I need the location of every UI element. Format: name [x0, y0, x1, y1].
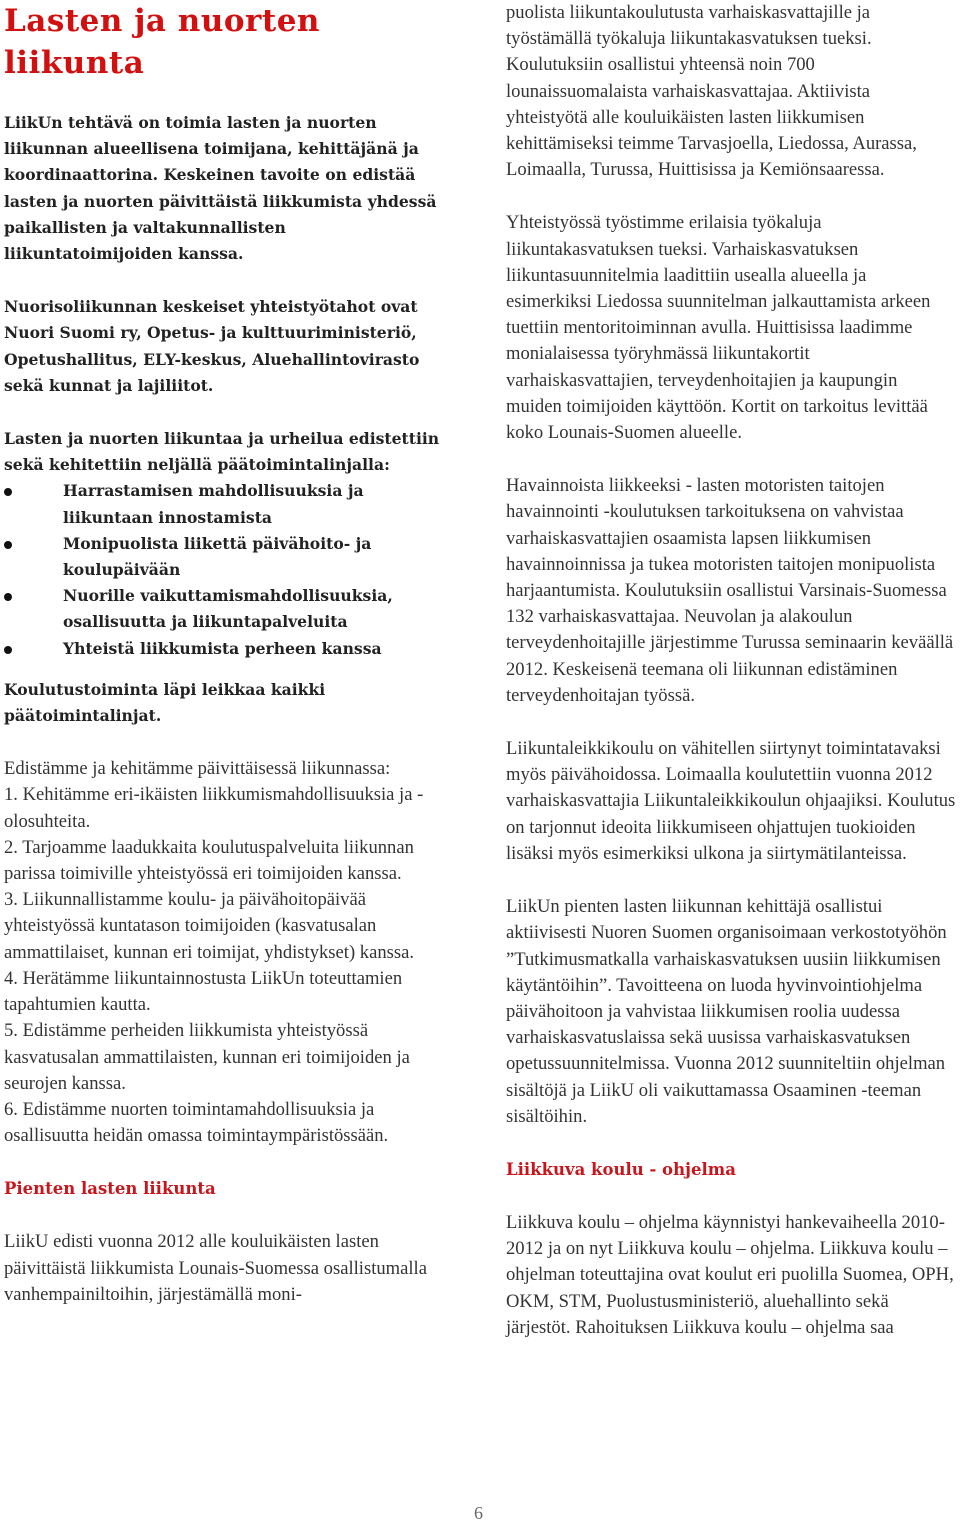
- list-item: 6. Edistämme nuorten toimintamahdollisuuksia ja osallisuutta heidän omassa toimintaympäristössään.: [4, 1098, 389, 1147]
- paragraph: Liikkuva koulu – ohjelma käynnistyi hankevaiheella 2010-2012 ja on nyt Liikkuva koulu – ohjelma. Liikkuva koulu –ohjelman toteuttajina ovat koulut eri puolilla Suomea, OPH, OKM, STM, Puolustusministeriö, aluehallinto sekä järjestöt. Rahoituksen Liikkuva koulu – ohjelma saa: [506, 1211, 954, 1338]
- list-item: Yhteistä liikkumista perheen kanssa: [4, 636, 456, 662]
- right-column: [506, 0, 956, 1341]
- list-item: Nuorille vaikuttamismahdollisuuksia, osallisuutta ja liikuntapalveluita: [4, 583, 456, 635]
- list-item: 5. Edistämme perheiden liikkumista yhteistyössä kasvatusalan ammattilaisten, kunnan eri toimijoiden ja seurojen kanssa.: [4, 1020, 410, 1094]
- paragraph: Havainnoista liikkeeksi - lasten motoristen taitojen havainnointi -koulutuksen tarkoituksena on vahvistaa varhaiskasvattajien osaamista lapsen liikkumisen havainnoinnissa ja tukea motoristen taitojen monipuolista harjaantumista. Koulutuksiin osallistui Varsinais-Suomessa 132 varhaiskasvattajaa. Neuvolan ja alakoulun terveydenhoitajille järjestimme Turussa seminaarin keväällä 2012. Keskeisenä teemana oli liikunnan edistäminen terveydenhoitajan työssä.: [506, 475, 954, 706]
- list-item: Harrastamisen mahdollisuuksia ja liikuntaan innostamista: [4, 478, 456, 530]
- paragraph: Liikuntaleikkikoulu on vähitellen siirtynyt toimintatavaksi myös päivähoidossa. Loimaalla koulutettiin vuonna 2012 varhaiskasvattajia Liikuntaleikkikoulun ohjaajiksi. Koulutus on tarjonnut ideoita liikkumiseen ohjattujen tuokioiden lisäksi myös esimerkiksi ulkona ja siirtymätilanteissa.: [506, 738, 956, 864]
- action-lines-list: [4, 478, 456, 661]
- paragraph: Yhteistyössä työstimme erilaisia työkaluja liikuntakasvatuksen tueksi. Varhaiskasvatuksen liikuntasuunnitelmia laadittiin usealla alueella ja esimerkiksi Liedossa suunnitelman jalkauttamista arkeen tuettiin mentoritoiminnan avulla. Huittisissa laadimme monialaisessa työryhmässä liikuntakortit varhaiskasvattajien, terveydenhoitajien ja kaupungin muiden toimijoiden käyttöön. Kortit on tarkoitus levittää koko Lounais-Suomen alueelle.: [506, 212, 931, 444]
- intro-paragraph: LiikUn tehtävä on toimia lasten ja nuorten liikunnan alueellisena toimijana, kehittäjänä ja koordinaattorina. Keskeinen tavoite on edistää lasten ja nuorten päivittäistä liikkumista yhdessä paikallisten ja valtakunnallisten liikuntatoimijoiden kanssa.: [4, 113, 437, 264]
- list-item: Monipuolista liikettä päivähoito- ja koulupäivään: [4, 531, 456, 583]
- list-item: 1. Kehitämme eri-ikäisten liikkumismahdollisuuksia ja -olosuhteita.: [4, 784, 424, 832]
- partners-paragraph: Nuorisoliikunnan keskeiset yhteistyötahot ovat Nuori Suomi ry, Opetus- ja kulttuuriministeriö, Opetushallitus, ELY-keskus, Aluehallintovirasto sekä kunnat ja lajiliitot.: [4, 297, 420, 395]
- bullet-icon: [4, 541, 12, 549]
- list-item: 3. Liikunnallistamme koulu- ja päivähoitopäivää yhteistyössä kuntatason toimijoiden (kasvatusalan ammattilaiset, kunnan eri toimijat, yhdistykset) kanssa.: [4, 889, 415, 963]
- bullet-icon: [4, 488, 12, 496]
- goals-intro: Edistämme ja kehitämme päivittäisessä liikunnassa:: [4, 758, 391, 780]
- bullet-icon: [4, 646, 12, 654]
- section-heading-liikkuva-koulu: Liikkuva koulu - ohjelma: [506, 1159, 736, 1179]
- training-note: Koulutustoiminta läpi leikkaa kaikki päätoimintalinjat.: [4, 679, 326, 726]
- action-lines-intro: Lasten ja nuorten liikuntaa ja urheilua edistettiin sekä kehitettiin neljällä päätoimintalinjalla:: [4, 429, 440, 475]
- goals-list: [4, 782, 456, 1149]
- small-kids-paragraph: LiikU edisti vuonna 2012 alle kouluikäisten lasten päivittäistä liikkumista Lounais-Suomessa osallistumalla vanhempainiltoihin, järjestämällä moni-: [4, 1231, 427, 1305]
- page-number: 6: [474, 1503, 483, 1523]
- list-item: 2. Tarjoamme laadukkaita koulutuspalveluita liikunnan parissa toimiville yhteistyössä eri toimijoiden kanssa.: [4, 836, 414, 885]
- paragraph: puolista liikuntakoulutusta varhaiskasvattajille ja työstämällä työkaluja liikuntakasvatuksen tueksi. Koulutuksiin osallistui yhteensä noin 700 lounaissuomalaista varhaiskasvattajaa. Aktiivista yhteistyötä alle kouluikäisten lasten liikkumisen kehittämiseksi teimme Tarvasjoella, Liedossa, Aurassa, Loimaalla, Turussa, Huittisissa ja Kemiönsaaressa.: [506, 2, 917, 181]
- paragraph: LiikUn pienten lasten liikunnan kehittäjä osallistui aktiivisesti Nuoren Suomen organisoimaan verkostotyöhön ”Tutkimusmatkalla varhaiskasvatuksen uusiin liikkumisen käytäntöihin”. Tavoitteena on luoda hyvinvointiohjelma päivähoitoon ja vahvistaa liikkumisen roolia uudessa varhaiskasvatuslaissa sekä uusissa varhaiskasvatuksen opetussuunnitelmissa. Vuonna 2012 suunniteltiin ohjelman sisältöjä ja LiikU oli vaikuttamassa Osaaminen -teeman sisältöihin.: [506, 896, 947, 1127]
- page-title: Lasten ja nuorten liikunta: [4, 3, 320, 81]
- list-item: 4. Herätämme liikuntainnostusta LiikUn toteuttamien tapahtumien kautta.: [4, 967, 403, 1016]
- section-heading-small-kids: Pienten lasten liikunta: [4, 1179, 216, 1199]
- bullet-icon: [4, 593, 12, 601]
- left-column: [4, 0, 456, 1308]
